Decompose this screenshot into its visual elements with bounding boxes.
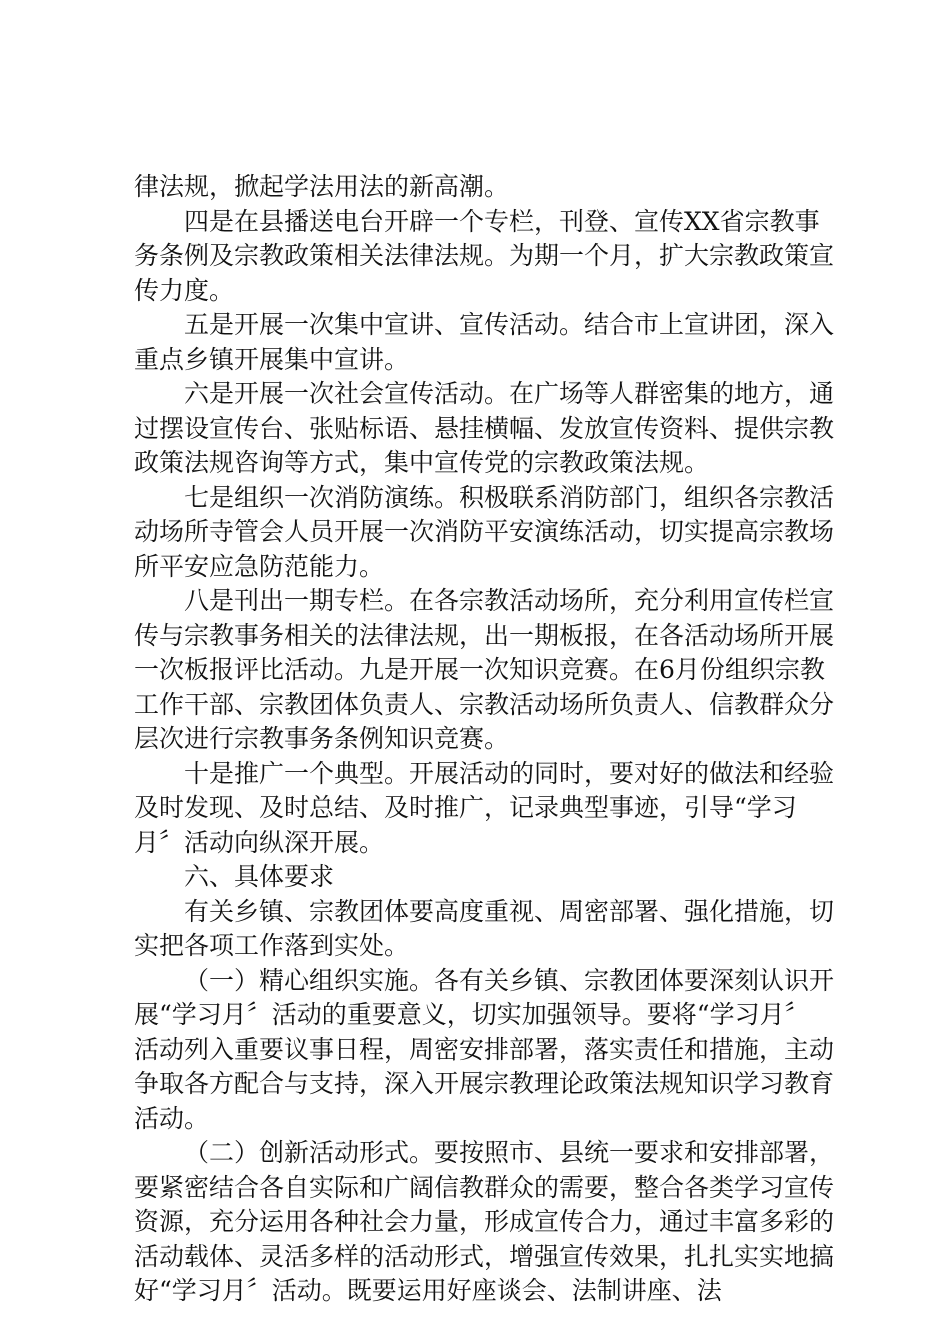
section-heading: 六、具体要求 <box>184 862 335 891</box>
document-body <box>134 170 834 1309</box>
paragraph-4: 六是开展一次社会宣传活动。在广场等人群密集的地方，通过摆设宣传台、张贴标语、悬挂横幅、发放宣传资料、提供宗教政策法规咨询等方式，集中宣传党的宗教政策法规。 <box>134 379 835 477</box>
paragraph-7: 十是推广一个典型。开展活动的同时，要对好的做法和经验及时发现、及时总结、及时推广，记录典型事迹，引导“学习月〞活动向纵深开展。 <box>134 758 835 857</box>
paragraph-11: （二）创新活动形式。要按照市、县统一要求和安排部署，要紧密结合各自实际和广阔信教群众的需要，整合各类学习宣传资源，充分运用各种社会力量，形成宣传合力，通过丰富多彩的活动载体、灵活多样的活动形式，增强宣传效果，扎扎实实地搞好“学习月〞活动。既要运用好座谈会、法制讲座、法 <box>134 1138 835 1305</box>
paragraph-1: 律法规，掀起学法用法的新高潮。 <box>134 172 510 201</box>
paragraph-6: 八是刊出一期专栏。在各宗教活动场所，充分利用宣传栏宣传与宗教事务相关的法律法规，出一期板报，在各活动场所开展一次板报评比活动。九是开展一次知识竞赛。在6月份组织宗教工作干部、宗教团体负责人、宗教活动场所负责人、信教群众分层次进行宗教事务条例知识竞赛。 <box>134 586 835 753</box>
paragraph-10: （一）精心组织实施。各有关乡镇、宗教团体要深刻认识开展“学习月〞活动的重要意义，切实加强领导。要将“学习月〞活动列入重要议事日程，周密安排部署，落实责任和措施，主动争取各方配合与支持，深入开展宗教理论政策法规知识学习教育活动。 <box>134 965 835 1133</box>
paragraph-2: 四是在县播送电台开辟一个专栏，刊登、宣传XX省宗教事务条例及宗教政策相关法律法规。为期一个月，扩大宗教政策宣传力度。 <box>134 206 835 305</box>
paragraph-9: 有关乡镇、宗教团体要高度重视、周密部署、强化措施，切实把各项工作落到实处。 <box>134 896 835 960</box>
paragraph-3: 五是开展一次集中宣讲、宣传活动。结合市上宣讲团，深入重点乡镇开展集中宣讲。 <box>134 310 835 374</box>
paragraph-5: 七是组织一次消防演练。积极联系消防部门，组织各宗教活动场所寺管会人员开展一次消防平安演练活动，切实提高宗教场所平安应急防范能力。 <box>134 482 835 581</box>
